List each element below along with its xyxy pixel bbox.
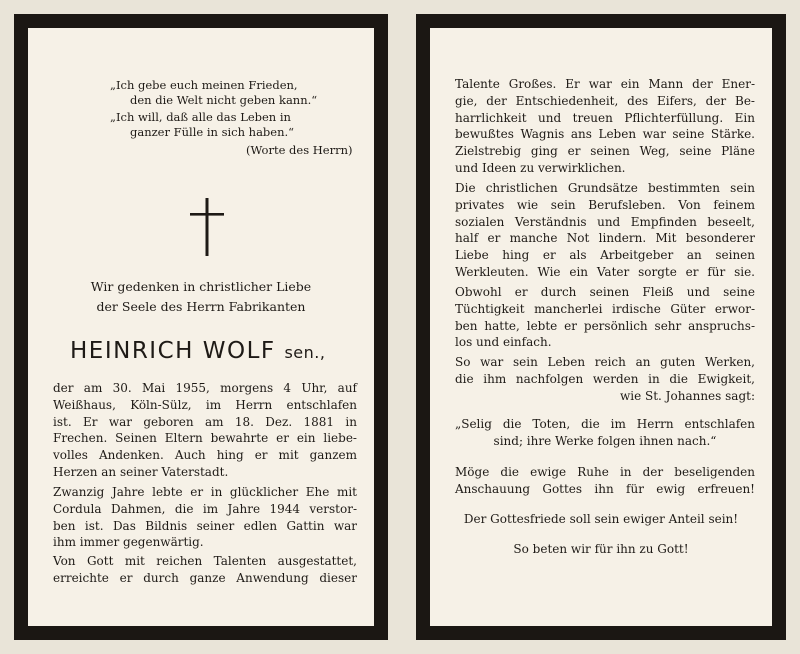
card-right-page <box>430 28 772 626</box>
text-line: Werkleuten. Wie ein Vater sorgte er für sie. <box>455 264 755 279</box>
text-line: Liebe hing er als Arbeitgeber an seinen <box>455 248 755 263</box>
text-line: und Ideen zu verwirklichen. <box>455 160 626 175</box>
quote-line-4: ganzer Fülle in sich haben.“ <box>130 125 295 139</box>
text-line: half er manche Not lindern. Mit besonderer <box>455 231 755 246</box>
text-line: Zwanzig Jahre lebte er in glücklicher Ehe mit <box>53 485 357 499</box>
intro-line-1: Wir gedenken in christlicher Liebe <box>90 279 312 294</box>
name-suffix: sen., <box>284 343 326 362</box>
biography-paragraph-3 <box>53 553 357 587</box>
text-line: Frechen. Seinen Eltern bewahrte er ein liebe- <box>53 431 357 446</box>
text-line: Weißhaus, Köln-Sülz, im Herrn entschlafen <box>53 397 357 412</box>
text-line: bewußtes Wagnis ans Leben war seine Stärke. <box>455 127 755 142</box>
text-line: Anschauung Gottes ihn für ewig erfreuen! <box>455 481 755 496</box>
text-line: die ihm nachfolgen werden in die Ewigkeit, <box>455 371 755 386</box>
text-line: los und einfach. <box>455 335 552 350</box>
text-line: Herzen an seiner Vaterstadt. <box>53 464 229 479</box>
final-line: So beten wir für ihn zu Gott! <box>513 542 689 556</box>
text-line: Möge die ewige Ruhe in der beseligenden <box>455 465 755 479</box>
text-line: volles Andenken. Auch hing er mit ganzem <box>53 448 357 463</box>
text-line: ist. Er war geboren am 18. Dez. 1881 in <box>53 414 357 429</box>
text-line: der am 30. Mai 1955, morgens 4 Uhr, auf <box>53 381 357 395</box>
text-line: sind; ihre Werke folgen ihnen nach.“ <box>493 433 717 448</box>
scripture-quote <box>455 416 755 450</box>
text-line: privates wie sein Berufsleben. Von feinem <box>455 197 755 212</box>
cross-icon <box>190 198 224 256</box>
name-main: HEINRICH WOLF <box>70 338 276 364</box>
deceased-name <box>70 338 325 366</box>
text-line: So war sein Leben reich an guten Werken, <box>455 355 755 369</box>
text-line: ben ist. Das Bildnis seiner edlen Gattin war <box>53 518 357 533</box>
text-line: „Selig die Toten, die im Herrn entschlafen <box>455 417 755 431</box>
quote-line-3: „Ich will, daß alle das Leben in <box>110 110 291 124</box>
biography-paragraph-2 <box>53 484 357 551</box>
right-paragraph-3 <box>455 284 755 351</box>
text-line: Von Gott mit reichen Talenten ausgestattet, <box>53 554 357 568</box>
text-line: Die christlichen Grundsätze bestimmten sein <box>455 181 755 195</box>
intro-line-2: der Seele des Herrn Fabrikanten <box>96 299 306 314</box>
text-line: ihm immer gegenwärtig. <box>53 535 204 550</box>
closing-line: Der Gottesfriede soll sein ewiger Anteil sein! <box>463 512 739 526</box>
text-line: Cordula Dahmen, die im Jahre 1944 verstor- <box>53 501 357 516</box>
text-line: gie, der Entschiedenheit, des Eifers, der Be- <box>455 93 755 108</box>
text-line: harrlichkeit und treuen Pflichterfüllung. Ein <box>455 110 755 125</box>
text-line: Obwohl er durch seinen Fleiß und seine <box>455 285 755 299</box>
text-line: ben hatte, lebte er persönlich sehr anspruchs- <box>455 318 755 333</box>
right-paragraph-1 <box>455 76 755 177</box>
text-line: Zielstrebig ging er seinen Weg, seine Pläne <box>455 144 755 159</box>
right-paragraph-4 <box>455 354 755 404</box>
text-line: wie St. Johannes sagt: <box>619 388 755 403</box>
text-line: sozialen Verständnis und Empfinden beseelt, <box>455 214 755 229</box>
prayer-paragraph <box>455 464 755 498</box>
biography-paragraph-1 <box>53 380 357 481</box>
card-left-page <box>28 28 374 626</box>
memorial-card-right <box>416 14 786 640</box>
quote-attribution: (Worte des Herrn) <box>246 143 353 157</box>
right-paragraph-2 <box>455 180 755 281</box>
quote-line-1: „Ich gebe euch meinen Frieden, <box>110 78 298 92</box>
text-line: Tüchtigkeit mancherlei irdische Güter erwor- <box>455 301 755 316</box>
memorial-card-left <box>14 14 388 640</box>
quote-line-2: den die Welt nicht geben kann.“ <box>130 93 318 107</box>
text-line: Talente Großes. Er war ein Mann der Ener- <box>455 77 755 91</box>
text-line: erreichte er durch ganze Anwendung dieser <box>53 570 357 585</box>
